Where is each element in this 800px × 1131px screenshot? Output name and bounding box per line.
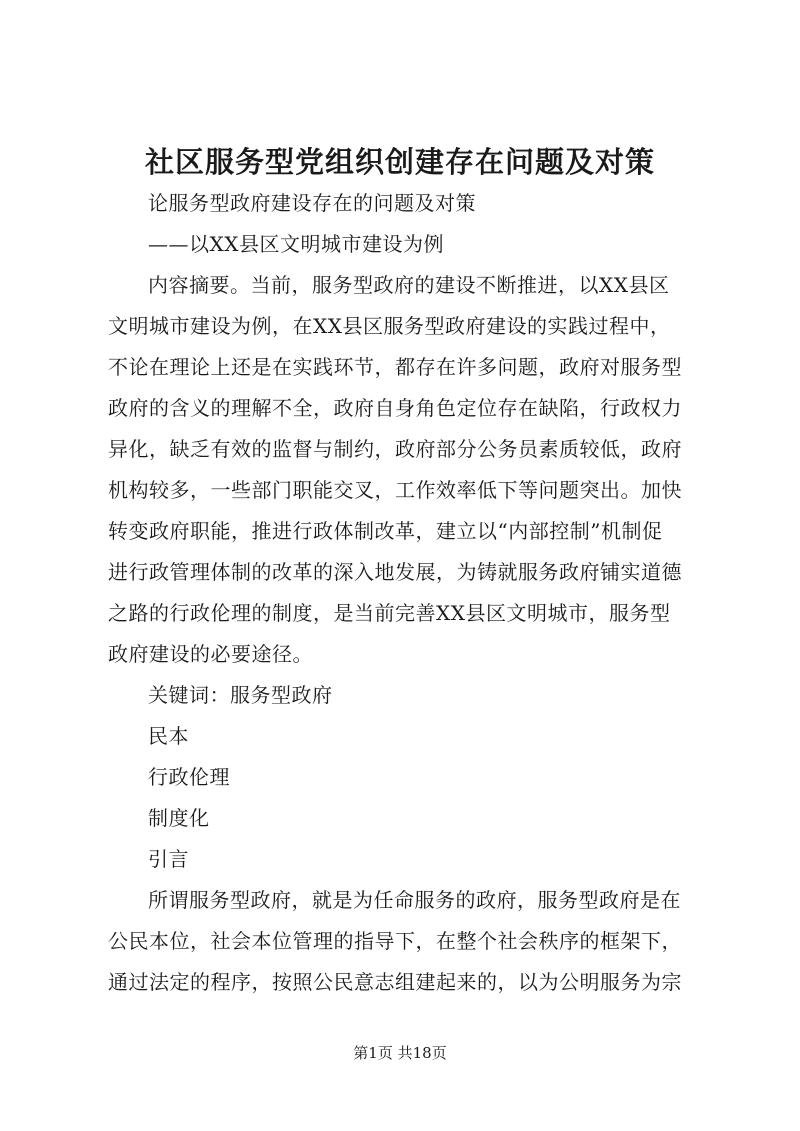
abstract-line: 政府建设的必要途径。 (108, 642, 313, 666)
subsubtitle: ——以XX县区文明城市建设为例 (148, 232, 444, 256)
abstract-line: 之路的行政伦理的制度，是当前完善XX县区文明城市，服务型 (108, 601, 671, 625)
document-title: 社区服务型党组织创建存在问题及对策 (144, 145, 655, 179)
intro-heading: 引言 (148, 847, 189, 871)
keyword-item: 民本 (148, 724, 189, 748)
page-footer: 第1页 共18页 (353, 1044, 447, 1062)
subtitle: 论服务型政府建设存在的问题及对策 (148, 191, 476, 215)
abstract-line: 机构较多，一些部门职能交叉，工作效率低下等问题突出。加快 (108, 478, 682, 502)
abstract-line: 政府的含义的理解不全，政府自身角色定位存在缺陷，行政权力 (108, 396, 682, 420)
intro-line: 所谓服务型政府，就是为任命服务的政府，服务型政府是在 (148, 888, 681, 912)
abstract-line: 文明城市建设为例，在XX县区服务型政府建设的实践过程中， (108, 314, 671, 338)
abstract-line: 转变政府职能，推进行政体制改革，建立以“内部控制”机制促 (108, 519, 663, 543)
keyword-item: 制度化 (148, 806, 210, 830)
abstract-line: 内容摘要。当前，服务型政府的建设不断推进，以XX县区 (148, 273, 670, 297)
abstract-line: 异化，缺乏有效的监督与制约，政府部分公务员素质较低，政府 (108, 437, 682, 461)
intro-line: 通过法定的程序，按照公民意志组建起来的，以为公明服务为宗 (108, 970, 682, 994)
intro-line: 公民本位，社会本位管理的指导下，在整个社会秩序的框架下， (108, 929, 682, 953)
keywords-label: 关键词：服务型政府 (148, 683, 333, 707)
abstract-line: 不论在理论上还是在实践环节，都存在许多问题，政府对服务型 (108, 355, 682, 379)
keyword-item: 行政伦理 (148, 765, 230, 789)
abstract-line: 进行政管理体制的改革的深入地发展，为铸就服务政府铺实道德 (108, 560, 682, 584)
